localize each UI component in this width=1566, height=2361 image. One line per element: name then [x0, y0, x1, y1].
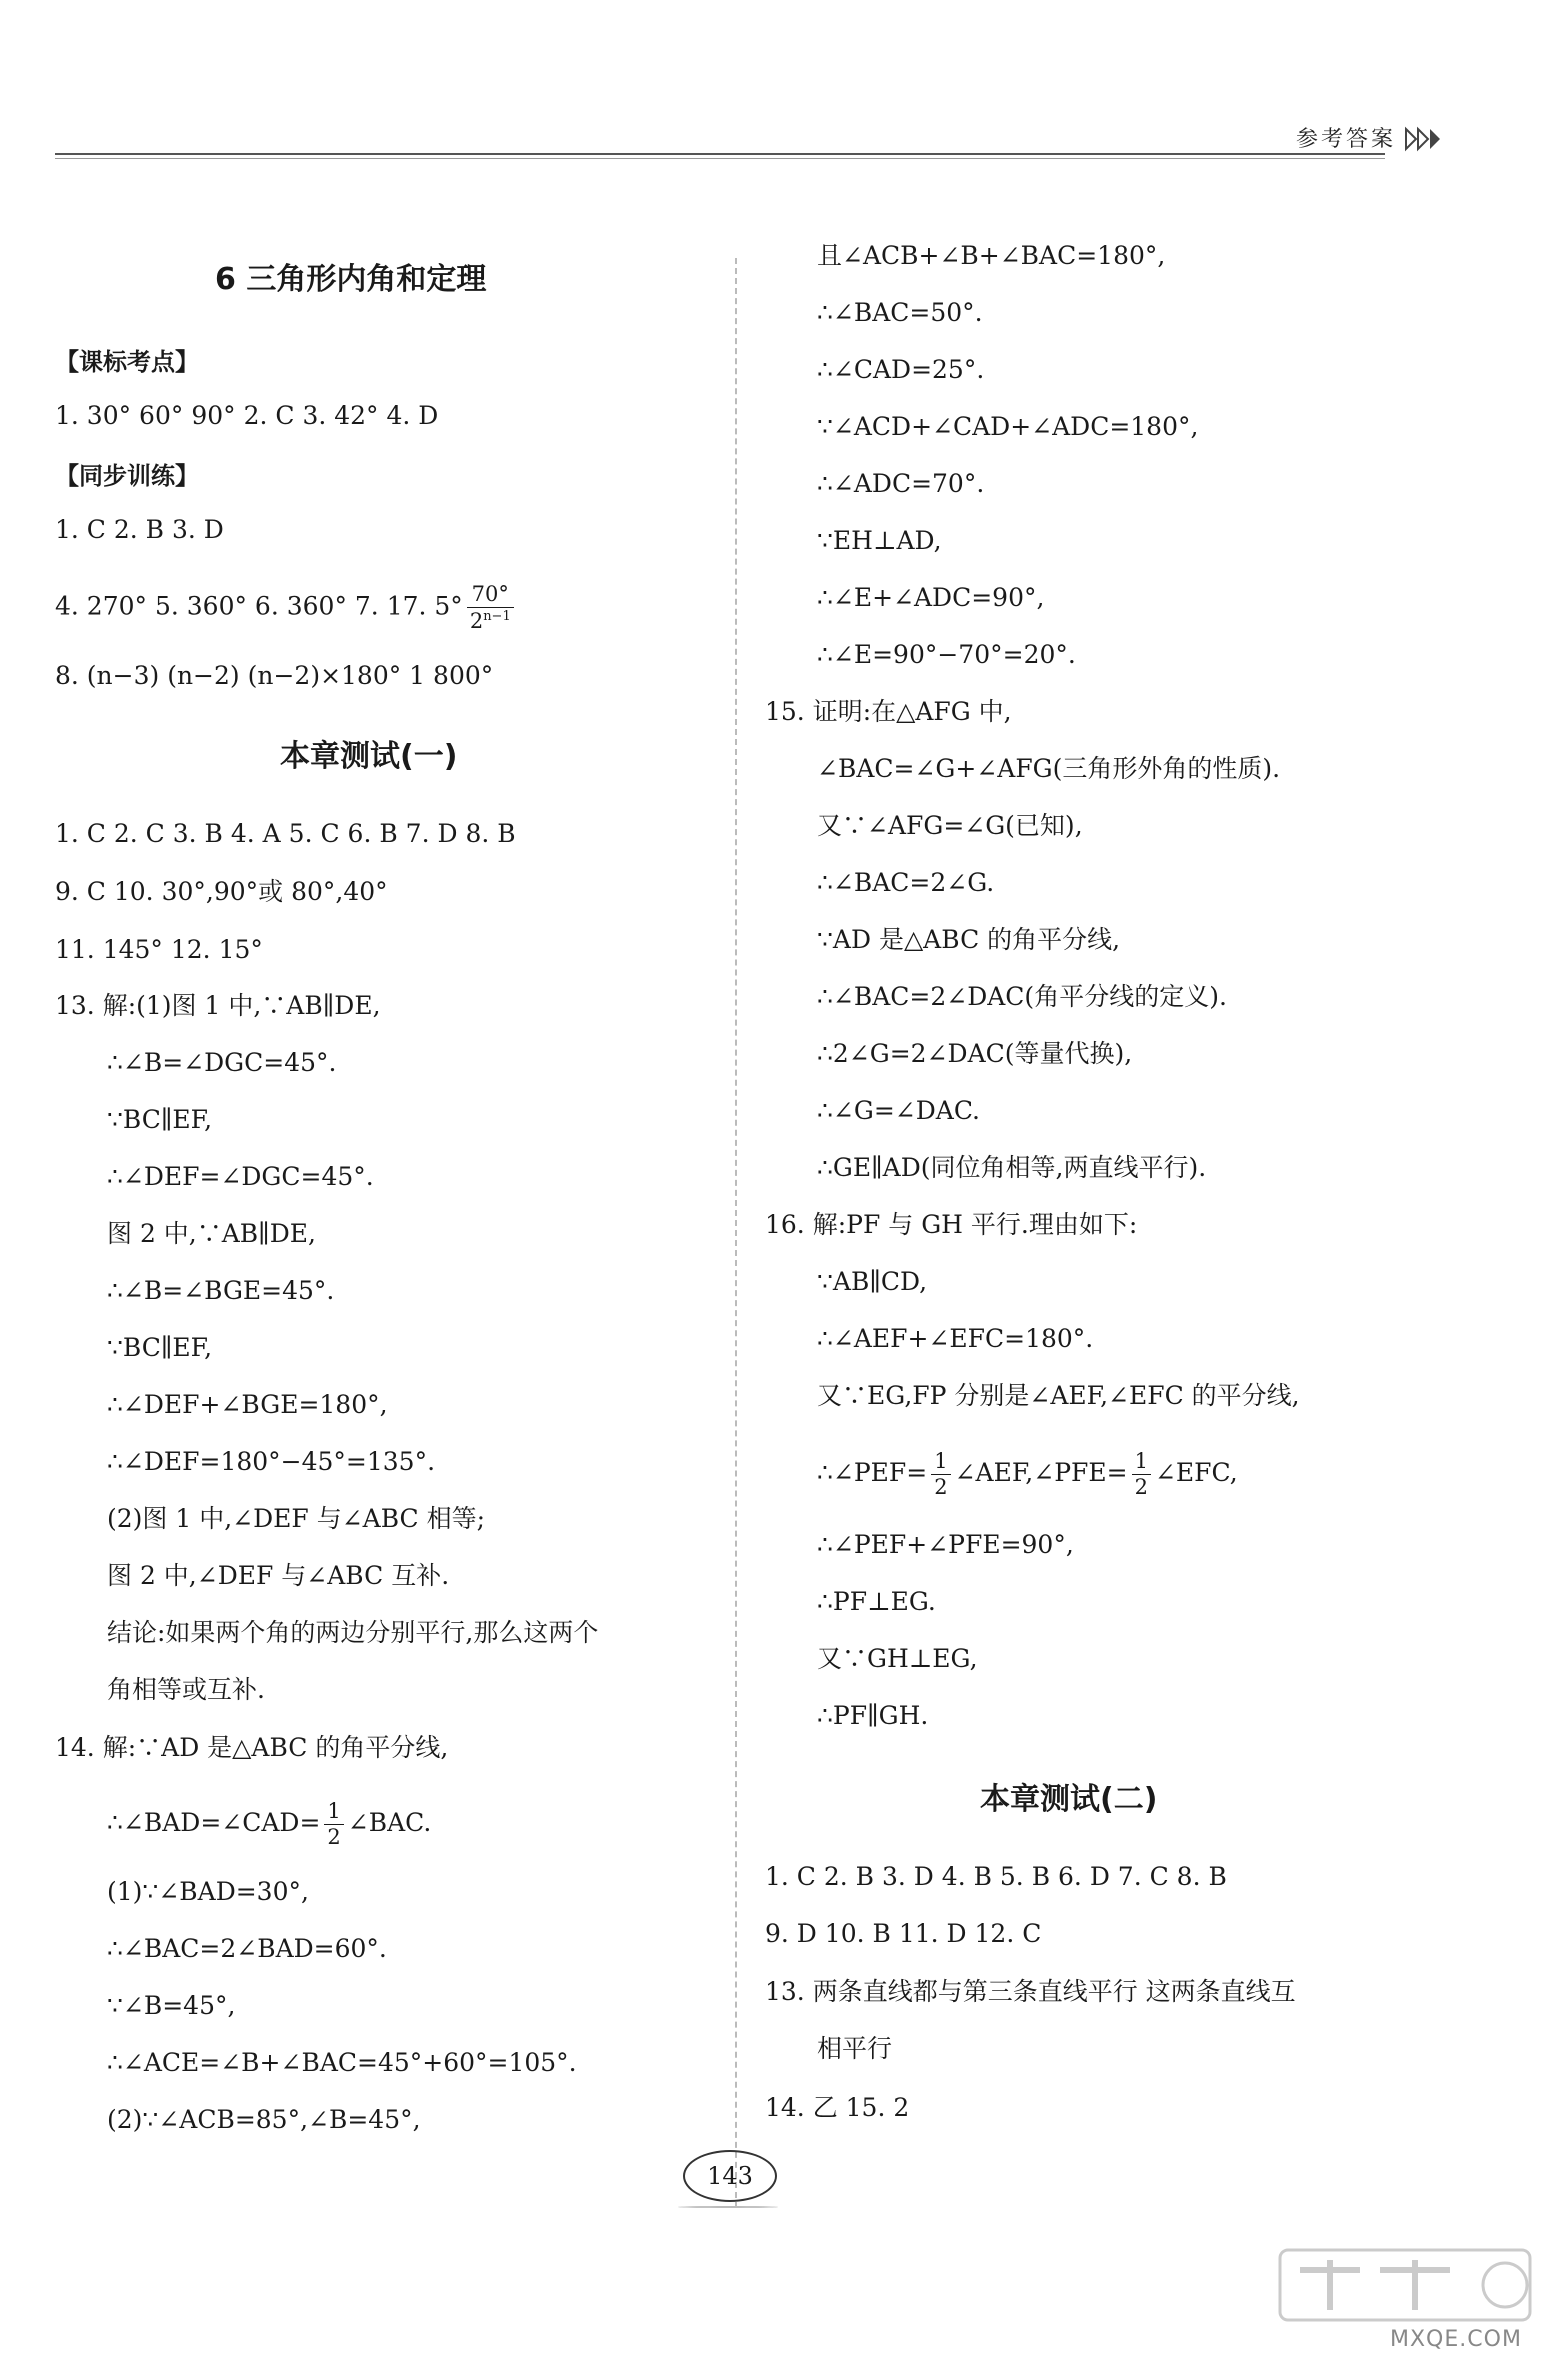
answer-line — [55, 659, 493, 693]
answer-line — [765, 1528, 1074, 1562]
answer-line — [765, 752, 1280, 786]
fraction-numerator: 1 — [931, 1451, 950, 1475]
answer-line — [55, 989, 381, 1023]
answer-line — [765, 524, 942, 558]
line-text: 本章测试(二) — [980, 1782, 1158, 1817]
subsection-label — [55, 459, 199, 493]
line-text: ∴∠DEF+∠BGE=180°, — [107, 1390, 388, 1419]
fraction — [931, 1451, 950, 1498]
answer-line — [765, 1208, 1137, 1242]
fraction-denominator — [931, 1475, 950, 1498]
denominator-exponent: n−1 — [483, 609, 511, 624]
answer-line — [55, 1103, 212, 1137]
line-text: ∴∠G=∠DAC. — [817, 1096, 981, 1125]
page-number-underline — [678, 2206, 778, 2208]
line-text: ∴PF∥GH. — [817, 1701, 929, 1730]
answer-line — [765, 1094, 980, 1128]
line-text: 8. (n−3) (n−2) (n−2)×180° 1 800° — [55, 661, 494, 690]
line-text-tail: ∠EFC, — [1154, 1458, 1238, 1487]
answer-line — [55, 584, 518, 632]
line-text: 1. C 2. C 3. B 4. A 5. C 6. B 7. D 8. B — [55, 819, 516, 848]
answer-line — [765, 695, 1012, 729]
page-number: 143 — [683, 2150, 777, 2202]
fraction-numerator: 1 — [324, 1801, 343, 1825]
line-text: 【同步训练】 — [55, 462, 199, 490]
answer-line — [765, 1451, 1238, 1498]
answer-line — [55, 1388, 388, 1422]
line-text: 1. C 2. B 3. D — [55, 515, 224, 544]
answer-line — [55, 1502, 485, 1536]
answer-line — [765, 2032, 892, 2066]
denominator-base: 2 — [1134, 1475, 1148, 1499]
watermark-text: MXQE.COM — [1390, 2327, 1522, 2352]
line-text: ∴∠DEF=180°−45°=135°. — [107, 1447, 436, 1476]
line-text: ∴∠BAC=2∠DAC(角平分线的定义). — [817, 982, 1227, 1011]
fraction-denominator — [1132, 1475, 1151, 1498]
item-number: 14. — [55, 1733, 103, 1762]
answer-line — [765, 866, 994, 900]
line-text: ∵BC∥EF, — [107, 1105, 213, 1134]
line-text: ∴∠PEF= — [817, 1458, 928, 1487]
line-text: ∵BC∥EF, — [107, 1333, 213, 1362]
line-text: (1)∵∠BAD=30°, — [107, 1877, 309, 1906]
line-text: ∴∠B=∠DGC=45°. — [107, 1048, 337, 1077]
line-text: 14. 乙 15. 2 — [765, 2093, 910, 2122]
answer-line — [765, 1151, 1206, 1185]
line-text: 相平行 — [817, 2034, 893, 2063]
line-text: 1. 30° 60° 90° 2. C 3. 42° 4. D — [55, 401, 439, 430]
line-text: ∴∠E=90°−70°=20°. — [817, 640, 1076, 669]
answer-line — [55, 1217, 316, 1251]
line-text: 解:PF 与 GH 平行.理由如下: — [812, 1210, 1138, 1239]
line-text: 图 2 中,∵AB∥DE, — [107, 1219, 316, 1248]
line-text: ∵EH⊥AD, — [817, 526, 942, 555]
line-text: ∴2∠G=2∠DAC(等量代换), — [817, 1039, 1133, 1068]
line-text: 角相等或互补. — [107, 1675, 265, 1704]
answer-line — [765, 1642, 978, 1676]
item-number: 16. — [765, 1210, 813, 1239]
answer-line — [55, 1932, 387, 1966]
line-text: 解:∵AD 是△ABC 的角平分线, — [102, 1733, 449, 1762]
line-text: ∴∠BAC=50°. — [817, 298, 983, 327]
header-label: 参考答案 — [1295, 127, 1396, 152]
line-text: 9. D 10. B 11. D 12. C — [765, 1919, 1042, 1948]
line-text: ∴∠PEF+∠PFE=90°, — [817, 1530, 1074, 1559]
answer-line — [765, 923, 1120, 957]
line-text: ∴∠CAD=25°. — [817, 355, 985, 384]
answer-line — [765, 1585, 936, 1619]
fraction-denominator — [324, 1825, 343, 1848]
answer-line — [55, 1559, 449, 1593]
line-text: ∴∠BAC=2∠BAD=60°. — [107, 1934, 387, 1963]
line-text: ∴∠BAD=∠CAD= — [107, 1808, 321, 1837]
answer-line — [765, 1860, 1227, 1894]
answer-line — [765, 980, 1227, 1014]
answer-line — [765, 1379, 1300, 1413]
arrow-icon — [1402, 125, 1462, 153]
denominator-base: 2 — [469, 609, 484, 633]
denominator-base: 2 — [327, 1825, 341, 1849]
answer-line — [765, 2091, 909, 2125]
line-text: 【课标考点】 — [55, 348, 199, 376]
answer-line — [55, 1673, 265, 1707]
line-text: 证明:在△AFG 中, — [812, 697, 1012, 726]
section-title — [215, 263, 486, 297]
answer-line — [765, 1265, 927, 1299]
item-number: 13. — [55, 991, 103, 1020]
line-text: ∵AB∥CD, — [817, 1267, 928, 1296]
answer-line — [765, 467, 984, 501]
fraction — [1132, 1451, 1151, 1498]
answer-line — [765, 1699, 928, 1733]
answer-line — [55, 1160, 374, 1194]
item-number: 15. — [765, 697, 813, 726]
section-title — [280, 740, 457, 774]
answer-line — [765, 353, 984, 387]
line-text: 11. 145° 12. 15° — [55, 935, 263, 964]
fraction — [467, 584, 514, 632]
answer-line — [55, 1801, 431, 1848]
line-text: ∴∠ACE=∠B+∠BAC=45°+60°=105°. — [107, 2048, 577, 2077]
line-text: ∴∠ADC=70°. — [817, 469, 985, 498]
line-text: ∠BAC=∠G+∠AFG(三角形外角的性质). — [817, 754, 1281, 783]
answer-line — [55, 817, 516, 851]
answer-line — [55, 513, 224, 547]
answer-line — [765, 410, 1198, 444]
column-divider — [735, 258, 737, 2208]
line-text: ∴∠BAC=2∠G. — [817, 868, 995, 897]
answer-line — [55, 1875, 309, 1909]
fraction-numerator: 1 — [1132, 1451, 1151, 1475]
subsection-label — [55, 345, 199, 379]
line-text-mid: ∠AEF,∠PFE= — [954, 1458, 1128, 1487]
line-text: ∴PF⊥EG. — [817, 1587, 936, 1616]
line-text: 结论:如果两个角的两边分别平行,那么这两个 — [107, 1618, 599, 1647]
answer-line — [765, 581, 1044, 615]
line-text: 13. 两条直线都与第三条直线平行 这两条直线互 — [765, 1977, 1296, 2006]
line-text: 6 三角形内角和定理 — [215, 262, 487, 297]
answer-line — [765, 239, 1165, 273]
answer-line — [55, 875, 388, 909]
line-text: 1. C 2. B 3. D 4. B 5. B 6. D 7. C 8. B — [765, 1862, 1227, 1891]
answer-line — [765, 296, 983, 330]
line-text-tail: ∠BAC. — [347, 1808, 432, 1837]
line-text: (2)图 1 中,∠DEF 与∠ABC 相等; — [107, 1504, 486, 1533]
line-text: 图 2 中,∠DEF 与∠ABC 互补. — [107, 1561, 450, 1590]
answer-line — [55, 1274, 334, 1308]
answer-line — [55, 2103, 421, 2137]
line-text: 9. C 10. 30°,90°或 80°,40° — [55, 877, 388, 906]
line-text: (2)∵∠ACB=85°,∠B=45°, — [107, 2105, 421, 2134]
answer-line — [765, 809, 1083, 843]
section-title — [980, 1783, 1157, 1817]
fraction-numerator: 70° — [467, 584, 514, 608]
line-text: ∵∠ACD+∠CAD+∠ADC=180°, — [817, 412, 1199, 441]
denominator-base: 2 — [934, 1475, 948, 1499]
answer-line — [55, 1046, 336, 1080]
answer-line — [55, 1331, 212, 1365]
line-text: 又∵∠AFG=∠G(已知), — [817, 811, 1083, 840]
line-text: 4. 270° 5. 360° 6. 360° 7. 17. 5° — [55, 591, 463, 621]
line-text: 解:(1)图 1 中,∵AB∥DE, — [102, 991, 381, 1020]
fraction — [324, 1801, 343, 1848]
answer-line — [765, 1322, 1093, 1356]
answer-line — [55, 1445, 435, 1479]
answer-line — [55, 933, 263, 967]
line-text: 且∠ACB+∠B+∠BAC=180°, — [817, 241, 1166, 270]
answer-line — [765, 638, 1076, 672]
answer-line — [55, 1731, 448, 1765]
fraction-denominator — [467, 608, 514, 632]
line-text: 本章测试(一) — [280, 739, 458, 774]
line-text: ∵∠B=45°, — [107, 1991, 236, 2020]
line-text: 又∵GH⊥EG, — [817, 1644, 978, 1673]
line-text: ∵AD 是△ABC 的角平分线, — [817, 925, 1121, 954]
answer-line — [765, 1917, 1041, 1951]
line-text: ∴∠DEF=∠DGC=45°. — [107, 1162, 374, 1191]
line-text: ∴∠AEF+∠EFC=180°. — [817, 1324, 1094, 1353]
answer-line — [765, 1037, 1132, 1071]
line-text: 又∵EG,FP 分别是∠AEF,∠EFC 的平分线, — [817, 1381, 1300, 1410]
header-rule — [55, 153, 1385, 155]
answer-line — [55, 399, 438, 433]
answer-line — [765, 1975, 1296, 2009]
line-text: ∴∠E+∠ADC=90°, — [817, 583, 1045, 612]
line-text: ∴GE∥AD(同位角相等,两直线平行). — [817, 1153, 1207, 1182]
answer-line — [55, 2046, 577, 2080]
answer-line — [55, 1989, 235, 2023]
line-text: ∴∠B=∠BGE=45°. — [107, 1276, 335, 1305]
header-rule-thin — [55, 158, 1385, 159]
answer-line — [55, 1616, 598, 1650]
